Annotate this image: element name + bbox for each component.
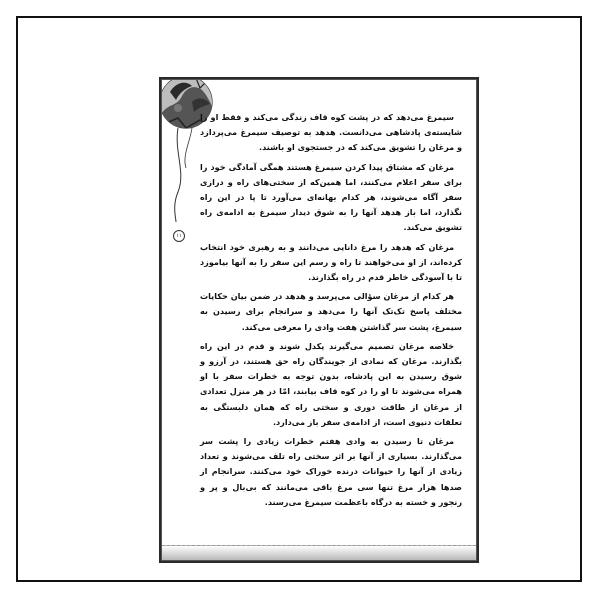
paragraph: هر کدام از مرغان سؤالی می‌پرسد و هدهد در ضمن بیان حکایات مختلف پاسخ تک‌تک آنها را می‌دهد و سرانجام برای رسیدن به سیمرغ، پشت سر گذاشتن هفت وادی را معرفی می‌کند. <box>200 291 462 332</box>
page-number: ۱۱ <box>173 230 185 242</box>
paragraph: خلاصه مرغان تصمیم می‌گیرند یکدل شوند و قدم در این راه بگذارند. مرغان که نمادی از جویندگان راه حق هستند، در آرزو و شوق رسیدن به این پادشاه، بدون توجه به خطرات سفر با او همراه می‌شوند تا او را در کوه قاف بیابند، امّا در هر منزل تعدادی از مرغان از طاقت دوری و سختی راه که همان دلبستگی به تعلقات دنیوی است، از ادامه‌ی سفر باز می‌دارد. <box>200 340 462 427</box>
paragraph: مرغان که مشتاق پیدا کردن سیمرغ هستند همگی آمادگی خود را برای سفر اعلام می‌کنند، اما همین‌که از سختی‌های راه و درازی سفر آگاه می‌شوند، هر کدام بهانه‌ای می‌آورد تا پا در این راه نگذارد، اما باز هدهد آنها را به شوق دیدار سیمرغ به ادامه‌ی راه تشویق می‌کند. <box>200 161 462 233</box>
paragraph: مرغان که هدهد را مرغ دانایی می‌دانند و به رهبری خود انتخاب کرده‌اند، از او می‌خواهند تا راه و رسم این سفر را به آنها بیاموزد تا با آسودگی خاطر قدم در راه بگذارند. <box>200 241 462 283</box>
paragraph: سیمرغ می‌دهد که در پشت کوه قاف زندگی می‌کند و فقط او را شایسته‌ی پادشاهی می‌دانست. هدهد به توصیف سیمرغ می‌پردازد و مرغان را تشویق می‌کند که در جستجوی او باشند. <box>200 112 462 153</box>
page-torn-edge <box>162 545 476 560</box>
product-image-frame <box>16 16 582 582</box>
page-text <box>200 110 462 514</box>
paragraph: مرغان تا رسیدن به وادی هفتم خطرات زیادی را پشت سر می‌گذارند. بسیاری از آنها بر اثر سختی راه تلف می‌شوند و تعداد زیادی از آنها را حیوانات درنده خوراک خود می‌کنند. سرانجام از صدها هزار مرغ تنها سی مرغ باقی می‌مانند که بی‌بال و پر و رنجور و خسته به درگاه باعظمت سیمرغ می‌رسند. <box>200 436 462 507</box>
book-page <box>161 79 477 561</box>
